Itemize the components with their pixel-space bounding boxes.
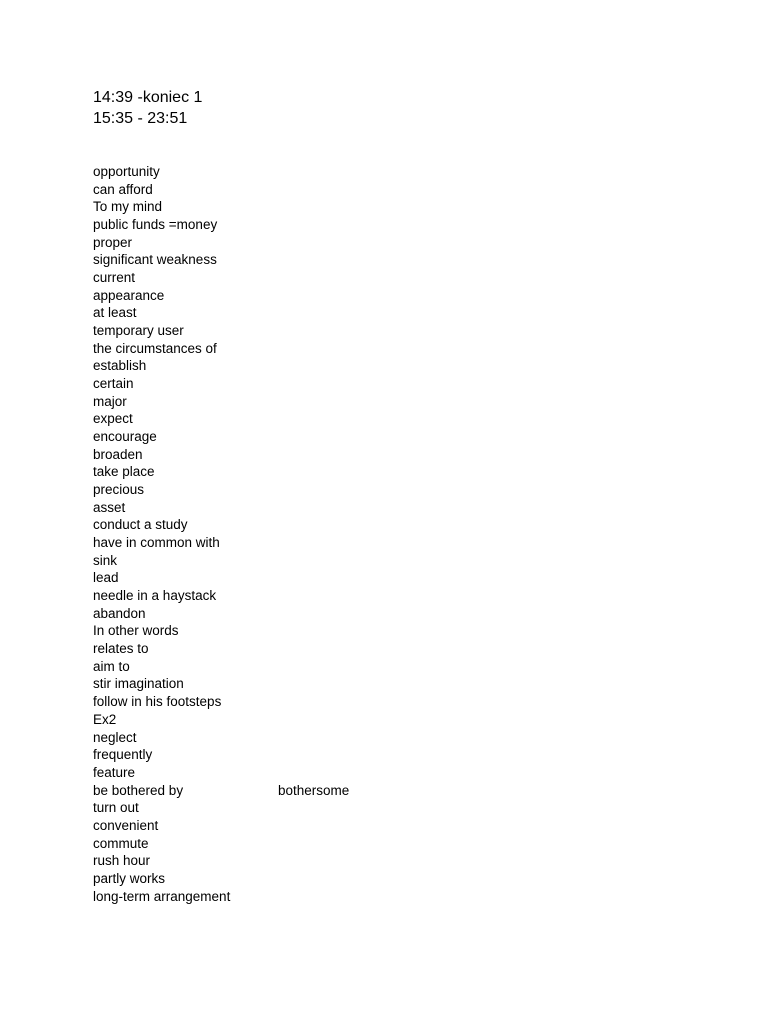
- vocabulary-item: [93, 569, 230, 587]
- vocabulary-term: conduct a study: [93, 517, 188, 533]
- vocabulary-item: [93, 216, 230, 234]
- vocabulary-term: neglect: [93, 729, 137, 745]
- vocabulary-item: [93, 181, 230, 199]
- vocabulary-item: [93, 393, 230, 411]
- vocabulary-item: [93, 463, 230, 481]
- vocabulary-term: turn out: [93, 800, 139, 816]
- vocabulary-term: feature: [93, 764, 136, 780]
- vocabulary-item: [93, 870, 230, 888]
- vocabulary-term: convenient: [93, 817, 159, 833]
- vocabulary-term: needle in a haystack: [93, 588, 217, 604]
- vocabulary-term: have in common with: [93, 535, 220, 551]
- vocabulary-term: abandon: [93, 605, 146, 621]
- vocabulary-term: commute: [93, 835, 149, 851]
- vocabulary-item: [93, 711, 230, 729]
- vocabulary-item: [93, 481, 230, 499]
- vocabulary-term: at least: [93, 305, 137, 321]
- vocabulary-item: [93, 552, 230, 570]
- vocabulary-item: [93, 304, 230, 322]
- vocabulary-term: expect: [93, 411, 133, 427]
- vocabulary-item: [93, 729, 230, 747]
- vocabulary-item: [93, 410, 230, 428]
- vocabulary-item: [93, 534, 230, 552]
- vocabulary-term: proper: [93, 234, 133, 250]
- vocabulary-term: asset: [93, 499, 126, 515]
- vocabulary-term: certain: [93, 376, 134, 392]
- vocabulary-term: sink: [93, 552, 118, 568]
- vocabulary-term: In other words: [93, 623, 179, 639]
- vocabulary-term: lead: [93, 570, 119, 586]
- vocabulary-term: appearance: [93, 287, 165, 303]
- vocabulary-item: [93, 746, 230, 764]
- vocabulary-term: temporary user: [93, 323, 184, 339]
- vocabulary-term: can afford: [93, 181, 153, 197]
- vocabulary-term: long-term arrangement: [93, 888, 231, 904]
- vocabulary-item: [93, 269, 230, 287]
- vocabulary-list: [93, 163, 350, 905]
- vocabulary-item: [93, 693, 230, 711]
- vocabulary-term: relates to: [93, 641, 149, 657]
- vocabulary-term: encourage: [93, 429, 157, 445]
- vocabulary-term: stir imagination: [93, 676, 184, 692]
- vocabulary-term: broaden: [93, 446, 143, 462]
- vocabulary-item: [93, 782, 350, 800]
- vocabulary-term: take place: [93, 464, 155, 480]
- time-line-2: 15:35 - 23:51: [93, 110, 188, 127]
- vocabulary-item: [93, 428, 230, 446]
- vocabulary-item: [93, 198, 230, 216]
- vocabulary-item: [93, 640, 230, 658]
- vocabulary-item: [93, 817, 230, 835]
- vocabulary-term: partly works: [93, 870, 166, 886]
- vocabulary-term: follow in his footsteps: [93, 694, 222, 710]
- vocabulary-item: [93, 375, 230, 393]
- vocabulary-term: public funds =money: [93, 217, 218, 233]
- vocabulary-item: [93, 587, 230, 605]
- vocabulary-item: [93, 658, 230, 676]
- vocabulary-term: significant weakness: [93, 252, 217, 268]
- vocabulary-term: opportunity: [93, 164, 160, 179]
- vocabulary-item: [93, 287, 230, 305]
- vocabulary-item: [93, 852, 230, 870]
- vocabulary-term: To my mind: [93, 199, 163, 215]
- vocabulary-item: [93, 322, 230, 340]
- vocabulary-item: [93, 340, 230, 358]
- vocabulary-term: establish: [93, 358, 147, 374]
- vocabulary-item: [93, 446, 230, 464]
- vocabulary-item: [93, 499, 230, 517]
- vocabulary-note: bothersome: [278, 782, 350, 798]
- time-header: [93, 87, 202, 129]
- vocabulary-term: precious: [93, 482, 145, 498]
- vocabulary-item: [93, 799, 230, 817]
- vocabulary-item: [93, 622, 230, 640]
- vocabulary-term: current: [93, 270, 136, 286]
- vocabulary-term: frequently: [93, 747, 153, 763]
- time-line-1: 14:39 -koniec 1: [93, 89, 203, 106]
- vocabulary-term: rush hour: [93, 853, 151, 869]
- vocabulary-item: [93, 163, 230, 181]
- vocabulary-item: [93, 835, 230, 853]
- vocabulary-term: major: [93, 393, 127, 409]
- vocabulary-term: the circumstances of: [93, 340, 217, 356]
- vocabulary-item: [93, 251, 230, 269]
- vocabulary-item: [93, 675, 230, 693]
- vocabulary-item: [93, 516, 230, 534]
- vocabulary-item: [93, 357, 230, 375]
- vocabulary-item: [93, 888, 230, 906]
- vocabulary-item: [93, 605, 230, 623]
- vocabulary-term: be bothered by: [93, 782, 184, 798]
- vocabulary-term: Ex2: [93, 711, 117, 727]
- vocabulary-term: aim to: [93, 658, 130, 674]
- vocabulary-item: [93, 234, 230, 252]
- vocabulary-item: [93, 764, 230, 782]
